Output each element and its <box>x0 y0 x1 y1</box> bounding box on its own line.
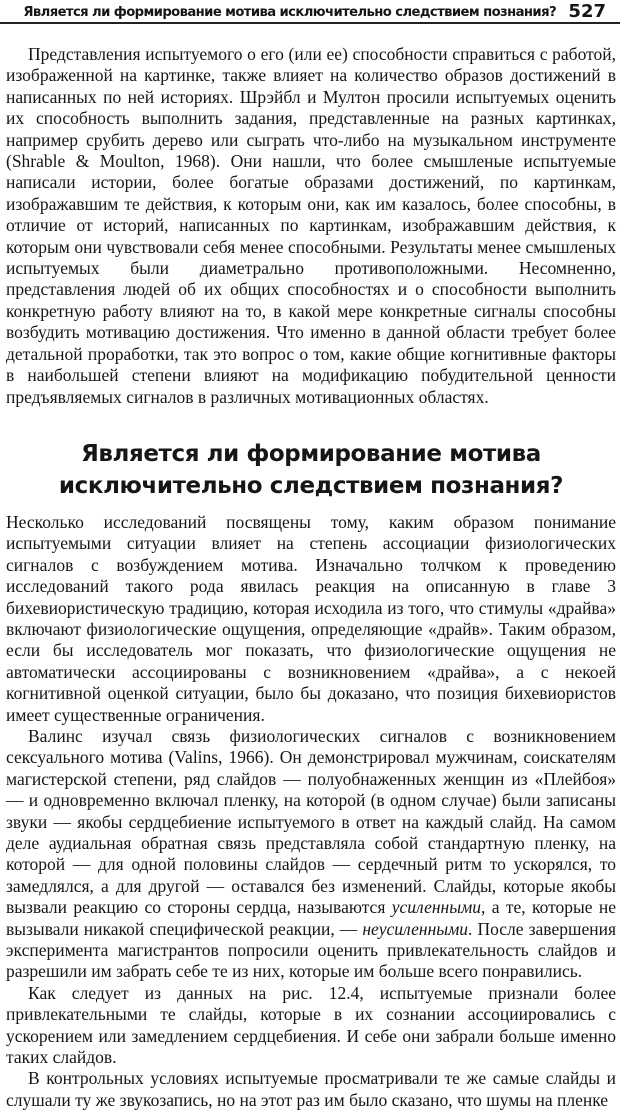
paragraph-shrable-moulton: Представления испытуемого о его (или ее) способности справиться с работой, изображенной на картинке, также влияет на количество образов достижений в написанных по ней историях. Шрэйбл и Мултон просили испытуемых оценить их способность выполнить задания, представленные на разных картинках, например срубить дерево или сыграть что-либо на музыкальном инструменте (Shrable & Moulton, 1968). Они нашли, что более смышленые испытуемые написали истории, более богатые образами достижений, по картинкам, изображавшим те действия, к которым они, как им казалось, более способны, в отличие от историй, написанных по картинкам, изображавшим действия, к которым они чувствовали себя менее способными. Результаты менее смышленых испытуемых были диаметрально противоположными. Несомненно, представления людей об их общих способностях и о способности выполнить конкретную работу влияют на то, в какой мере конкретные сигналы способны возбудить мотивацию достижения. Что именно в данной области требует более детальной проработки, так это вопрос о том, какие общие когнитивные факторы в наибольшей степени влияют на модификацию побудительной ценности предъявляемых сигналов в различных мотивационных областях. <box>6 44 616 407</box>
valins-text-1: Валинс изучал связь физиологических сигналов с возникновением сексуального мотива (Valins, 1966). Он демонстрировал мужчинам, соискателям магистерской степени, ряд слайдов — полуобнаженных женщин из «Плейбоя» — и одновременно включал пленку, на которой (в одном случае) были записаны звуки — якобы сердцебиение испытуемого в ответ на каждый слайд. На самом деле аудиальная обратная связь представляла собой стандартную пленку, на которой — для одной половины слайдов — сердечный ритм то ускорялся, то замедлялся, а для другой — оставался без изменений. Слайды, которые якобы вызвали реакцию со стороны сердца, называются <box>6 725 616 918</box>
section-heading-line-2: исключительно следствием познания? <box>58 472 564 499</box>
page-number: 527 <box>568 1 606 22</box>
valins-text-3: . После завершения эксперимента магистрантов попросили оценить привлекательность слайдов и разрешили им забрать себе те из них, которые им больше всего понравились. <box>6 918 616 982</box>
section-heading-line-1: Является ли формирование мотива <box>81 440 541 467</box>
header-rule <box>0 22 620 24</box>
body-text <box>6 44 616 1111</box>
paragraph-control-conditions: В контрольных условиях испытуемые просматривали те же самые слайды и слушали ту же звукозапись, но на этот раз им было сказано, что шумы на пленке <box>6 1068 616 1110</box>
term-reinforced: усиленными <box>391 897 481 918</box>
valins-text-2: , а те, которые не вызывали никакой специфической реакции, — <box>6 897 617 939</box>
paragraph-valins <box>6 726 616 983</box>
paragraph-intro: Несколько исследований посвящены тому, каким образом понимание испытуемыми ситуации влияет на степень ассоциации физиологических сигналов с возбуждением мотива. Изначально толчком к проведению исследований такого рода явилась реакция на описанную в главе 3 бихевиористическую традицию, которая исходила из того, что стимулы «драйва» включают физиологические ощущения, определяющие «драйв». Таким образом, если бы исследователь мог показать, что физиологические ощущения не автоматически ассоциированы с возникновением «драйва», а с некоей когнитивной оценкой ситуации, было бы доказано, что позиция бихевиористов имеет существенные ограничения. <box>6 511 616 725</box>
term-unreinforced: неусиленными <box>362 918 469 939</box>
section-heading <box>6 438 616 502</box>
running-header <box>0 0 620 26</box>
running-title: Является ли формирование мотива исключительно следствием познания? <box>23 5 556 20</box>
paragraph-figure-12-4: Как следует из данных на рис. 12.4, испытуемые признали более привлекательными те слайды, которые в их сознании ассоциировались с ускорением или замедлением сердцебиения. И себе они забрали больше именно таких слайдов. <box>6 982 616 1068</box>
